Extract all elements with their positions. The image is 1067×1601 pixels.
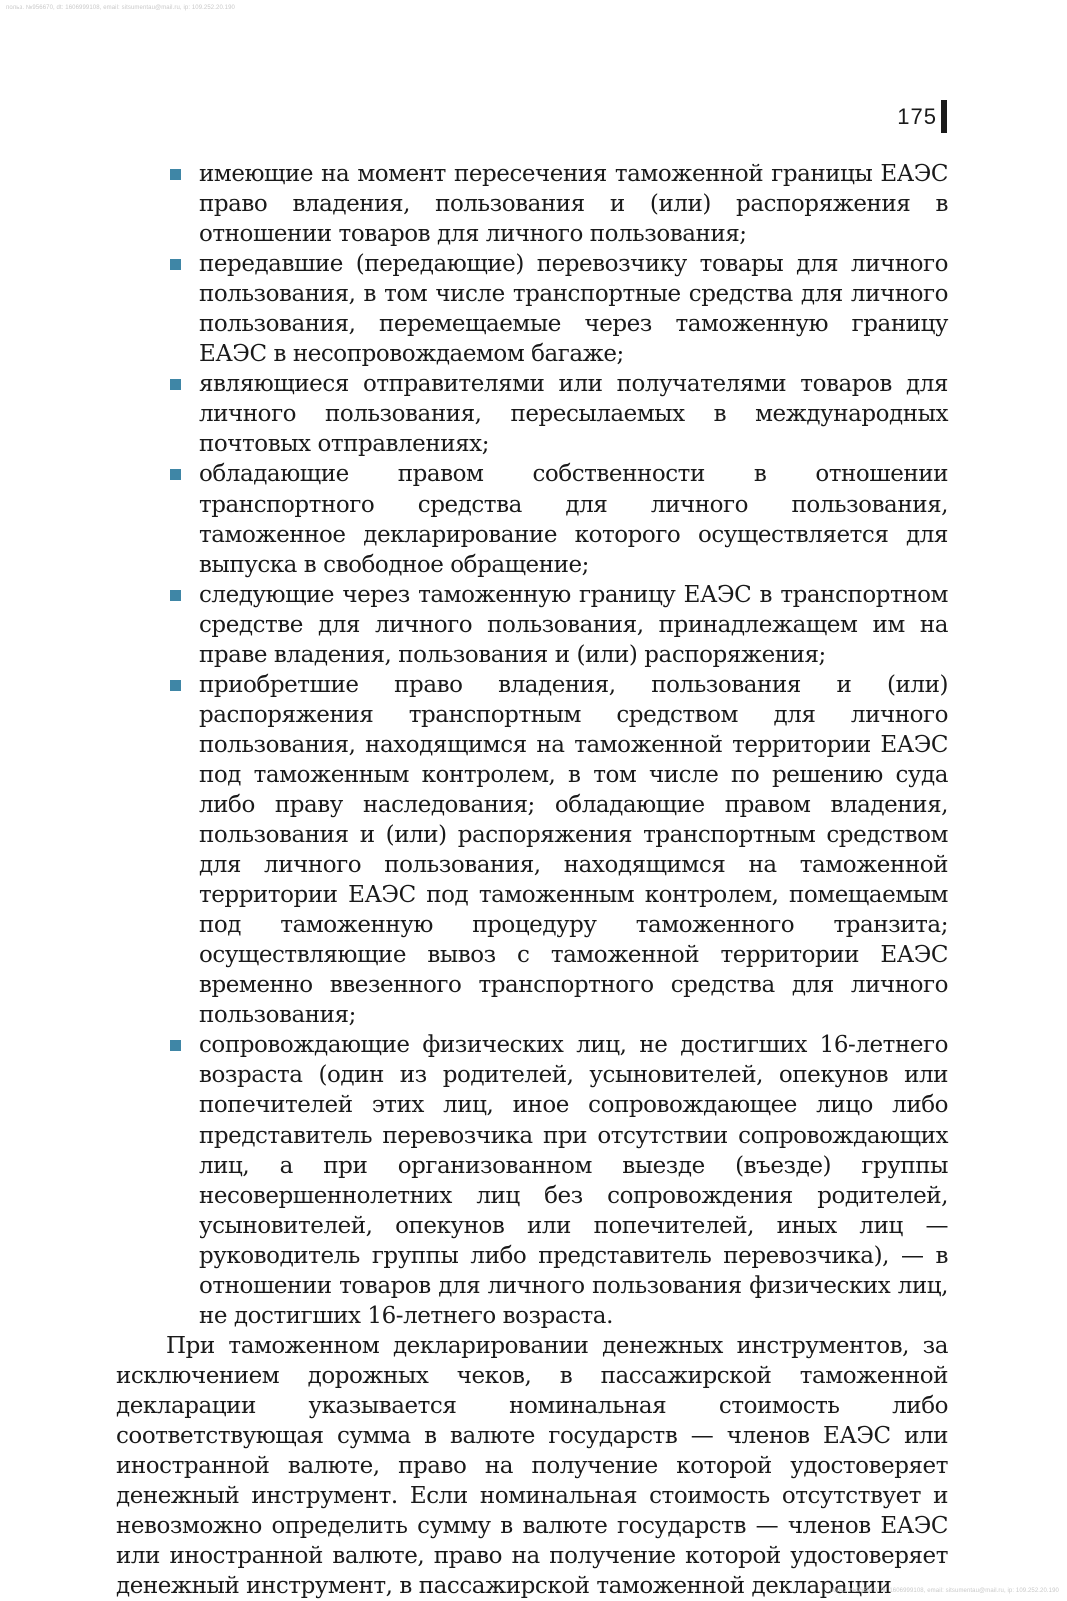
watermark-bottom: польз. №956670, dt: 1606999108, email: sitsumentau@mail.ru, ip: 109.252.20.190 xyxy=(830,1588,1059,1594)
watermark-top: польз. №956670, dt: 1606999108, email: sitsumentau@mail.ru, ip: 109.252.20.190 xyxy=(6,5,235,11)
list-item xyxy=(199,580,948,670)
list-item xyxy=(199,459,948,579)
list-item xyxy=(199,1030,948,1330)
square-bullet-icon xyxy=(170,469,181,480)
list-item-text: являющиеся отправителями или получателями товаров для личного пользования, пересылаемых в международных почтовых отправлениях; xyxy=(199,371,948,458)
list-item-text: обладающие правом собственности в отношении транспортного средства для личного пользования, таможенное декларирование которого осуществляется для выпуска в свободное обращение; xyxy=(199,461,948,578)
list-item xyxy=(199,159,948,249)
square-bullet-icon xyxy=(170,169,181,180)
list-item-text: имеющие на момент пересечения таможенной границы ЕАЭС право владения, пользования и (или) распоряжения в отношении товаров для личного пользования; xyxy=(199,161,948,248)
list-item xyxy=(199,369,948,459)
list-item xyxy=(199,670,948,1031)
page-number-bar xyxy=(941,100,947,133)
list-item-text: следующие через таможенную границу ЕАЭС в транспортном средстве для личного пользования, принадлежащем им на праве владения, пользования и (или) распоряжения; xyxy=(199,581,948,668)
square-bullet-icon xyxy=(170,1040,181,1051)
bullet-list xyxy=(116,159,948,1331)
square-bullet-icon xyxy=(170,379,181,390)
list-item-text: сопровождающие физических лиц, не достигших 16-летнего возраста (один из родителей, усыновителей, опекунов или попечителей этих лиц, иное сопровождающее лицо либо представитель перевозчика при отсутствии сопровождающих лиц, а при организованном выезде (въезде) группы несовершеннолетних лиц без сопровождения родителей, усыновителей, опекунов или попечителей, иных лиц — руководитель группы либо представитель перевозчика), — в отношении товаров для личного пользования физических лиц, не достигших 16-летнего возраста. xyxy=(199,1032,948,1329)
square-bullet-icon xyxy=(170,259,181,270)
page-body xyxy=(116,159,948,1601)
square-bullet-icon xyxy=(170,590,181,601)
body-paragraph: При таможенном декларировании денежных инструментов, за исключением дорожных чеков, в пассажирской таможенной декларации указывается номинальная стоимость либо соответствующая сумма в валюте государств — членов ЕАЭС или иностранной валюте, право на получение которой удостоверяет денежный инструмент. Если номинальная стоимость отсутствует и невозможно определить сумму в валюте государств — членов ЕАЭС или иностранной валюте, право на получение которой удостоверяет денежный инструмент, в пассажирской таможенной декларации xyxy=(116,1332,948,1600)
list-item-text: передавшие (передающие) перевозчику товары для личного пользования, в том числе транспортные средства для личного пользования, перемещаемые через таможенную границу ЕАЭС в несопровождаемом багаже; xyxy=(199,251,948,368)
list-item xyxy=(199,249,948,369)
page-number: 175 xyxy=(897,104,937,129)
list-item-text: приобретшие право владения, пользования и (или) распоряжения транспортным средством для личного пользования, находящимся на таможенной территории ЕАЭС под таможенным контролем, в том числе по решению суда либо праву наследования; обладающие правом владения, пользования и (или) распоряжения транспортным средством для личного пользования, находящимся на таможенной территории ЕАЭС под таможенным контролем, помещаемым под таможенную процедуру таможенного транзита; осуществляющие вывоз с таможенной территории ЕАЭС временно ввезенного транспортного средства для личного пользования; xyxy=(199,671,948,1029)
square-bullet-icon xyxy=(170,680,181,691)
